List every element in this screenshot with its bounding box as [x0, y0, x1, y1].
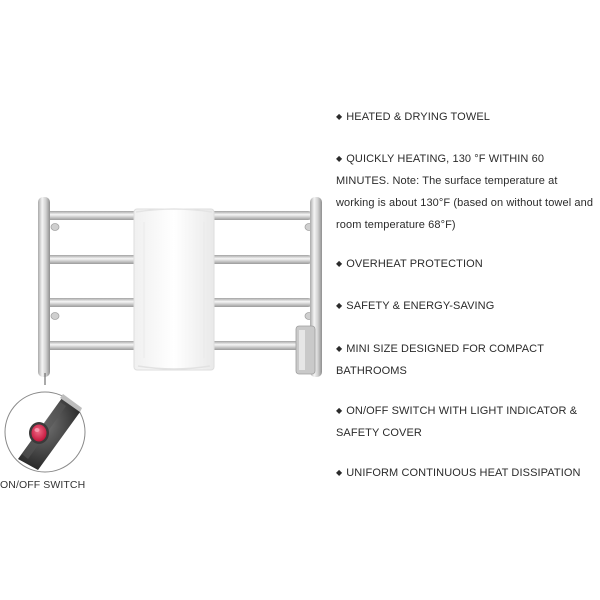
diamond-bullet-icon: ◆ — [336, 468, 343, 477]
feature-item — [336, 295, 598, 317]
diamond-bullet-icon: ◆ — [336, 301, 343, 310]
diamond-bullet-icon: ◆ — [336, 344, 343, 353]
feature-text: UNIFORM CONTINUOUS HEAT DISSIPATION — [346, 467, 581, 479]
feature-text: QUICKLY HEATING, 130 °F WITHIN 60 MINUTES. Note: The surface temperature at working is about 130°F (based on without towel and room temperature 68°F) — [336, 153, 594, 231]
feature-text: ON/OFF SWITCH WITH LIGHT INDICATOR & SAFETY COVER — [336, 405, 578, 439]
feature-item — [336, 400, 598, 444]
feature-item — [336, 462, 598, 484]
diamond-bullet-icon: ◆ — [336, 259, 343, 268]
power-box — [296, 326, 315, 374]
feature-item — [336, 148, 598, 236]
feature-text: MINI SIZE DESIGNED FOR COMPACT BATHROOMS — [336, 343, 544, 377]
diamond-bullet-icon: ◆ — [336, 154, 343, 163]
feature-item — [336, 106, 598, 128]
diamond-bullet-icon: ◆ — [336, 406, 343, 415]
feature-item — [336, 338, 598, 382]
diamond-bullet-icon: ◆ — [336, 112, 343, 121]
switch-caption: ON/OFF SWITCH — [0, 479, 86, 491]
feature-text: OVERHEAT PROTECTION — [346, 258, 483, 270]
feature-text: SAFETY & ENERGY-SAVING — [346, 300, 495, 312]
switch-callout — [5, 373, 85, 472]
towel-image — [134, 209, 214, 370]
feature-text: HEATED & DRYING TOWEL — [346, 111, 490, 123]
feature-item — [336, 253, 598, 275]
